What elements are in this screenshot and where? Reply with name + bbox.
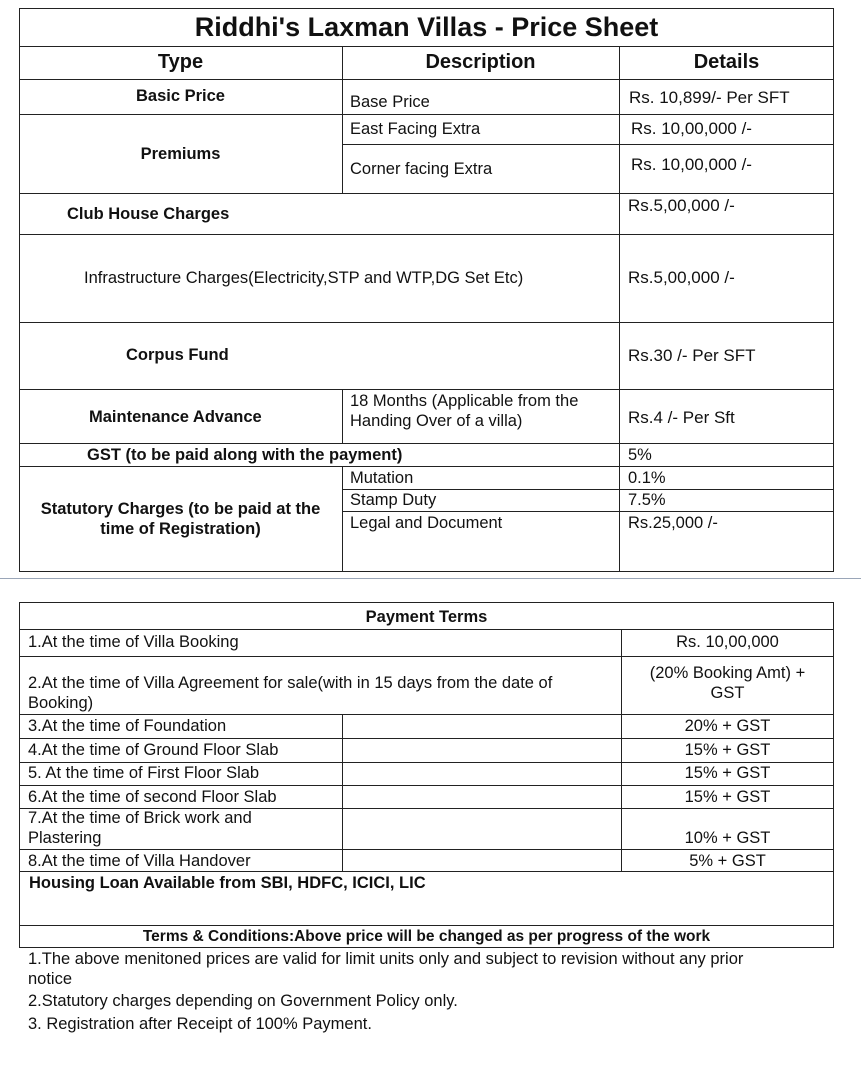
divider [19, 79, 834, 80]
header-description: Description [425, 51, 536, 73]
divider [19, 466, 834, 467]
club-house-label: Club House Charges [67, 205, 230, 223]
note-line: 1.The above menitoned prices are valid for limit units only and subject to revision without any prior [28, 950, 744, 968]
payment-row-value: 15% + GST [684, 764, 771, 782]
divider [19, 738, 834, 739]
infrastructure-details: Rs.5,00,000 /- [628, 268, 735, 287]
divider [19, 114, 834, 115]
basic-price-label: Basic Price [136, 87, 225, 105]
premiums-label: Premiums [140, 145, 221, 163]
statutory-item-details: 0.1% [628, 469, 666, 487]
basic-price-description: Base Price [350, 93, 430, 111]
corner-facing-details: Rs. 10,00,000 /- [631, 155, 752, 174]
payment-row-label: 3.At the time of Foundation [28, 717, 227, 735]
corpus-fund-details: Rs.30 /- Per SFT [628, 346, 756, 365]
header-type: Type [157, 51, 204, 73]
divider [342, 511, 834, 512]
divider [342, 144, 834, 145]
maintenance-label: Maintenance Advance [89, 408, 262, 426]
divider [19, 629, 834, 630]
payment-row-label-line2: Plastering [28, 829, 102, 847]
divider [619, 46, 620, 234]
divider [19, 389, 834, 390]
payment-row-label: 1.At the time of Villa Booking [28, 633, 239, 651]
payment-row-label: 6.At the time of second Floor Slab [28, 788, 277, 806]
statutory-item-description: Mutation [350, 469, 414, 487]
payment-row-value: Rs. 10,00,000 [676, 633, 779, 651]
statutory-label-line1: Statutory Charges (to be paid at the [40, 500, 321, 518]
divider [19, 46, 834, 47]
payment-row-value-line2: GST [710, 684, 745, 702]
maintenance-description-line2: Handing Over of a villa) [350, 412, 523, 430]
payment-row-value: 20% + GST [684, 717, 771, 735]
divider [19, 871, 834, 872]
housing-loan-note: Housing Loan Available from SBI, HDFC, ICICI, LIC [29, 874, 426, 892]
divider [342, 466, 343, 572]
basic-price-details: Rs. 10,899/- Per SFT [629, 88, 790, 107]
statutory-item-description: Legal and Document [350, 514, 503, 532]
maintenance-description-line1: 18 Months (Applicable from the [350, 392, 579, 410]
divider [19, 714, 834, 715]
divider [19, 443, 834, 444]
statutory-item-details: Rs.25,000 /- [628, 514, 718, 532]
statutory-label-line2: time of Registration) [100, 520, 261, 538]
note-line: 3. Registration after Receipt of 100% Payment. [28, 1015, 372, 1033]
corner-facing-description: Corner facing Extra [350, 160, 493, 178]
divider [19, 193, 834, 194]
header-details: Details [693, 51, 760, 73]
statutory-item-description: Stamp Duty [350, 491, 437, 509]
maintenance-details: Rs.4 /- Per Sft [628, 408, 735, 427]
infrastructure-label: Infrastructure Charges(Electricity,STP and WTP,DG Set Etc) [84, 269, 524, 287]
payment-row-label-line1: 7.At the time of Brick work and [28, 809, 252, 827]
divider [19, 656, 834, 657]
payment-row-label: 5. At the time of First Floor Slab [28, 764, 260, 782]
payment-row-value: 5% + GST [689, 852, 766, 870]
divider [19, 849, 834, 850]
section-separator [0, 578, 861, 579]
gst-details: 5% [628, 446, 652, 464]
page-title: Riddhi's Laxman Villas - Price Sheet [194, 12, 659, 42]
payment-row-value: 10% + GST [684, 829, 771, 847]
divider [19, 925, 834, 926]
divider [619, 234, 620, 389]
club-house-details: Rs.5,00,000 /- [628, 196, 735, 215]
east-facing-details: Rs. 10,00,000 /- [631, 119, 752, 138]
corpus-fund-label: Corpus Fund [126, 346, 229, 364]
payment-row-value: 15% + GST [684, 741, 771, 759]
payment-terms-heading: Payment Terms [365, 608, 488, 626]
payment-row-label: 4.At the time of Ground Floor Slab [28, 741, 279, 759]
divider [19, 762, 834, 763]
east-facing-description: East Facing Extra [350, 120, 481, 138]
payment-row-label-line2: Booking) [28, 694, 94, 712]
payment-row-value-line1: (20% Booking Amt) + [649, 664, 806, 682]
divider [19, 234, 834, 235]
note-line: notice [28, 970, 73, 988]
divider [19, 785, 834, 786]
gst-label: GST (to be paid along with the payment) [87, 446, 403, 464]
payment-row-value: 15% + GST [684, 788, 771, 806]
divider [342, 489, 834, 490]
statutory-item-details: 7.5% [628, 491, 666, 509]
payment-row-label: 8.At the time of Villa Handover [28, 852, 251, 870]
divider [19, 322, 834, 323]
payment-row-label-line1: 2.At the time of Villa Agreement for sale(with in 15 days from the date of [28, 674, 553, 692]
divider [342, 389, 343, 443]
note-line: 2.Statutory charges depending on Government Policy only. [28, 992, 458, 1010]
divider [619, 389, 620, 572]
terms-conditions-heading: Terms & Conditions:Above price will be changed as per progress of the work [142, 928, 711, 945]
divider [342, 714, 343, 871]
